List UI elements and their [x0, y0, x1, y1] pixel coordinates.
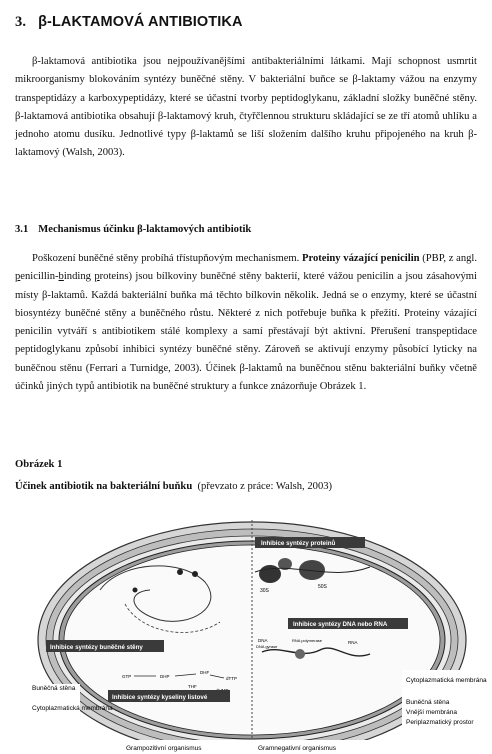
- text-run: Poškození buněčné stěny probíhá třístupňovým mechanismem.: [32, 253, 302, 264]
- subsection-number: 3.1: [15, 224, 29, 235]
- protein-inhibition-label: Inhibice syntézy proteinů: [261, 540, 336, 547]
- text-run: inding: [63, 271, 95, 283]
- right-membrane-label: Cytoplazmatická membrána: [406, 677, 487, 684]
- right-wall-label: Buněčná stěna: [406, 699, 450, 706]
- periplasm-label: Periplazmatický prostor: [406, 719, 474, 726]
- intro-paragraph: [15, 53, 477, 163]
- intro-paragraph-text: β-laktamová antibiotika jsou nejpoužívanějšími antibakteriálními látkami. Mají schopnost usmrtit mikroorganismy blokováním syntézy buněčné stěny. V bakteriální buňce se β-laktamy vážou na enzymy transpeptidázy a karboxypeptidázy, které se účastní tvorby peptidoglykanu, základní složky buněčné stěny. β-laktamová antibiotika obsahují β-laktamový kruh, čtyřčlennou strukturu skládající se ze tří atomů uhlíku a jednoho atomu dusíku. Jednotlivé typy β-laktamů se liší složením dalšího kruhu připojeného na kruh β-laktamový (Walsh, 2003).: [15, 56, 477, 159]
- text-run: ) jsou bílkoviny buněčné stěny bakterií, které vážou penicilin a jsou zásahovými místy β-laktamů. Každá bakteriální buňka má těchto bílkovin několik. Jedná se o enzymy, které se účastní biosyntézy buněčné stěny a buněčného růstu. Některé z nich potřebuje buňka k přežití. Proteiny vázající penicilin vytváří s antibiotikem stálé komplexy a samí přestávají být aktivní. Přerušení transpeptidace peptidoglykanu způsobí inhibici syntézy buněčné stěny. Zároveň se aktivují enzymy působící lyticky na buněčnou stěnu (Ferrari a Turnidge, 2003). Účinek β-laktamů na buněčnou stěnu bakteriální buňky včetně účinků jiných typů antibiotik na buněčné struktury a funkce znázorňuje Obrázek 1.: [15, 271, 477, 393]
- underlined-letter: b: [58, 271, 64, 283]
- mechanism-paragraph-text: [15, 250, 477, 396]
- label-dna: DNA: [258, 638, 268, 643]
- subsection-heading: [15, 224, 251, 235]
- folate-inhibition-label: Inhibice syntézy kyseliny listové: [112, 694, 208, 701]
- label-rna: RNA: [348, 640, 358, 645]
- figure-caption-title: Účinek antibiotik na bakteriální buňku: [15, 481, 193, 492]
- wall-inhibition-label: Inhibice syntézy buněčné stěny: [50, 644, 143, 651]
- section-number: 3.: [15, 14, 27, 30]
- label-gtp: GTP: [122, 674, 132, 679]
- mechanism-paragraph: [15, 250, 477, 396]
- left-wall-label: [32, 685, 76, 692]
- label-50s: 50S: [318, 584, 327, 590]
- subsection-title: Mechanismus účinku β-laktamových antibiotik: [38, 224, 252, 235]
- label-thf: THF: [188, 684, 197, 689]
- left-membrane-label: [32, 705, 113, 712]
- ribosome-dot: [192, 571, 198, 577]
- label-30s: 30S: [260, 588, 269, 594]
- underlined-letter: p: [94, 271, 100, 283]
- label-dhf: DHF: [200, 670, 210, 675]
- figure-caption: [15, 481, 332, 492]
- bacterial-cell-diagram: [30, 512, 487, 754]
- label-dhp: DHP: [160, 674, 170, 679]
- label-gyrase: DNA gyrase: [256, 644, 278, 649]
- section-title: β-LAKTAMOVÁ ANTIBIOTIKA: [38, 14, 243, 30]
- bacterial-cell-figure: [30, 512, 487, 754]
- underlined-letter: p: [15, 271, 21, 283]
- figure-label: Obrázek 1: [15, 459, 63, 470]
- dna-inhibition-label: Inhibice syntézy DNA nebo RNA: [293, 621, 388, 628]
- label-dttp: dTTP: [226, 676, 238, 681]
- ribosome-dot: [133, 588, 138, 593]
- text-run: (PBP, z angl.: [419, 253, 478, 264]
- ribosome-dot: [177, 569, 183, 575]
- figure-caption-source: (převzato z práce: Walsh, 2003): [197, 481, 333, 492]
- label-rna-polymerase: RNA polymerase: [292, 638, 323, 643]
- text-run: roteins: [99, 271, 129, 283]
- left-label-bg: [30, 684, 80, 754]
- pbp-term: Proteiny vázající penicilin: [301, 253, 420, 264]
- outer-membrane-label: Vnější membrána: [406, 709, 457, 716]
- rna-polymerase-shape: [295, 649, 305, 659]
- text-run: enicillin-: [20, 271, 59, 283]
- left-wall-text: Buněčná stěna: [32, 685, 76, 692]
- gram-positive-label: Grampozitivní organismus: [126, 745, 202, 752]
- section-heading: [15, 14, 243, 31]
- left-membrane-text: Cytoplazmatická membrána: [32, 705, 113, 712]
- ribosome-30s: [259, 565, 281, 583]
- gram-negative-label: Gramnegativní organismus: [258, 745, 337, 752]
